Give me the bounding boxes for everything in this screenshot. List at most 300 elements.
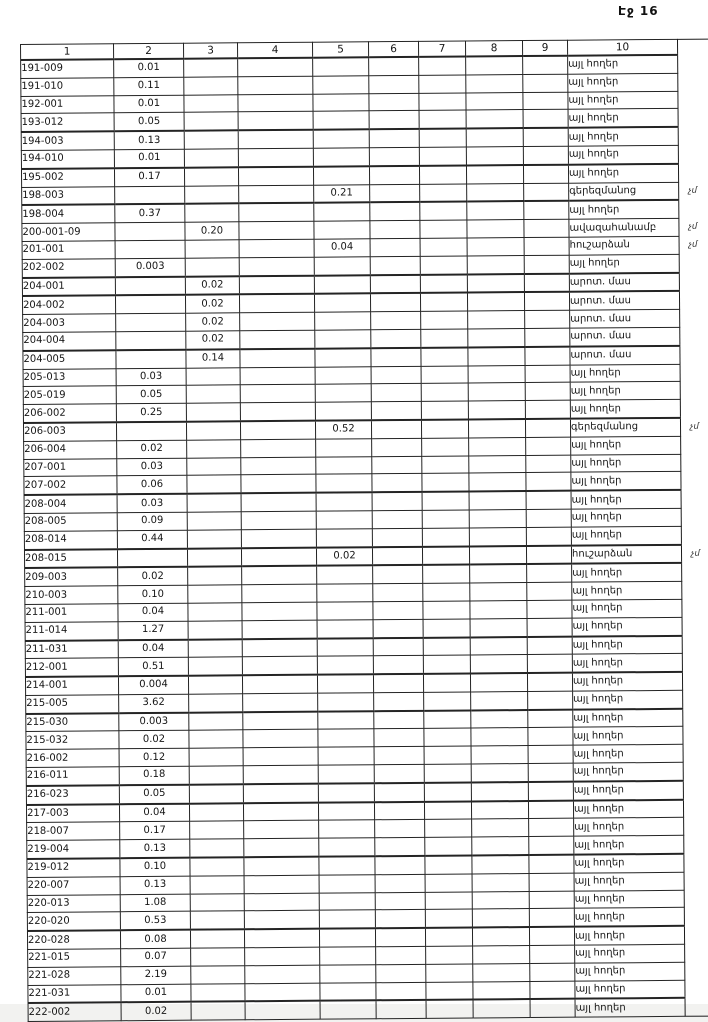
land-use-cell: այլ հողեր [574,890,684,909]
area-value-cell [422,456,469,474]
area-value-cell [188,620,242,639]
area-value-cell [471,801,528,820]
area-value-cell: 0.09 [117,512,187,530]
area-value-cell [317,638,373,657]
parcel-code-cell: 202-002 [22,259,115,278]
area-value-cell [371,366,421,384]
parcel-code-cell: 207-002 [24,476,117,495]
land-use-cell: այլ հողեր [573,727,683,746]
area-value-cell [315,402,371,421]
area-value-cell: 0.06 [117,476,187,495]
area-value-cell [473,963,530,981]
area-value-cell [419,75,466,93]
area-value-cell [468,328,525,347]
parcel-code-cell: 219-004 [27,840,120,859]
margin-note [681,508,708,526]
land-use-cell: այլ հողեր [575,998,685,1017]
area-value-cell [313,57,369,76]
area-value-cell [372,492,422,511]
area-value-cell [466,56,523,75]
column-header-4: 4 [237,42,312,58]
area-value-cell [370,184,420,203]
area-value-cell [116,422,186,441]
land-use-cell: արոտ. մաս [570,346,680,365]
area-value-cell [375,910,425,929]
area-value-cell [115,240,185,258]
area-value-cell [526,491,571,510]
area-value-cell [472,891,529,909]
area-value-cell [424,782,471,801]
area-value-cell: 0.05 [114,113,184,132]
area-value-cell [189,784,243,803]
margin-note [682,563,708,582]
area-value-cell [313,166,369,185]
area-value-cell [421,401,468,420]
area-value-cell [375,928,425,947]
area-value-cell [313,76,369,94]
area-value-cell [469,509,526,527]
area-value-cell [320,947,376,965]
area-value-cell [238,112,313,131]
parcel-code-cell: 195-002 [21,168,114,187]
area-value-cell [527,618,572,637]
area-value-cell [115,276,185,295]
area-value-cell [371,420,421,439]
area-value-cell [424,764,471,783]
area-value-cell [245,947,320,965]
area-value-cell [528,728,573,746]
area-value-cell [320,982,376,1001]
land-use-cell: այլ հողեր [571,436,681,455]
land-use-cell: այլ հողեր [572,672,682,691]
area-value-cell [470,673,527,692]
margin-note [679,272,708,291]
area-value-cell [115,222,185,240]
area-value-cell [190,857,244,876]
area-value-cell [317,602,373,620]
area-value-cell [315,366,371,384]
area-value-cell [318,765,374,784]
area-value-cell [315,384,371,402]
area-value-cell [369,75,419,93]
land-use-cell: ավազահանամբ [569,219,679,238]
parcel-code-cell: 211-001 [25,604,118,623]
area-value-cell [375,820,425,838]
area-value-cell [115,295,185,314]
parcel-code-cell: 221-028 [28,967,121,986]
area-value-cell [319,875,375,893]
area-value-cell [240,348,315,367]
area-value-cell [524,219,569,237]
area-value-cell [314,257,370,276]
area-value-cell [371,348,421,367]
area-value-cell [373,637,423,656]
area-value-cell [188,657,242,676]
area-value-cell [189,766,243,785]
parcel-code-cell: 215-005 [26,695,119,714]
area-value-cell [185,204,239,223]
area-value-cell [523,74,568,92]
land-use-cell: այլ հողեր [570,364,680,383]
margin-note [679,200,708,219]
area-value-cell [525,365,570,383]
area-value-cell: 0.02 [185,295,239,314]
area-value-cell [245,965,320,983]
area-value-cell [186,385,240,403]
parcel-code-cell: 215-030 [26,713,119,732]
area-value-cell [467,255,524,274]
area-value-cell: 0.01 [114,149,184,168]
area-value-cell [523,92,568,110]
area-value-cell [529,927,574,946]
area-value-cell [371,401,421,420]
area-value-cell [241,439,316,457]
area-value-cell [472,819,529,837]
area-value-cell [527,636,572,655]
area-value-cell [470,600,527,618]
margin-note [683,799,708,818]
margin-note [678,108,708,127]
margin-note [683,744,708,762]
parcel-code-cell: 210-003 [25,586,118,605]
area-value-cell [528,709,573,728]
area-value-cell [467,274,524,293]
area-value-cell: 0.10 [120,858,190,877]
parcel-code-cell: 198-003 [22,186,115,205]
area-value-cell [426,1000,473,1019]
area-value-cell [421,347,468,366]
land-use-cell: այլ հողեր [572,617,682,636]
area-value-cell [184,58,238,77]
margin-note [683,780,708,799]
area-value-cell [523,146,568,165]
area-value-cell [422,473,469,492]
area-value-cell: 0.02 [186,313,240,331]
area-value-cell [369,111,419,130]
area-value-cell [524,255,569,274]
area-value-cell: 0.44 [117,530,187,549]
area-value-cell: 0.52 [315,420,371,439]
margin-note [678,163,708,182]
area-value-cell [468,365,525,383]
area-value-cell: 3.62 [119,694,189,713]
area-value-cell [370,274,420,293]
parcel-code-cell: 211-031 [25,640,118,659]
margin-note [683,762,708,781]
area-value-cell [466,92,523,110]
area-value-cell [190,911,244,930]
area-value-cell [529,819,574,837]
margin-note [682,653,708,672]
area-value-cell [374,729,424,747]
area-value-cell [425,928,472,947]
land-use-cell: այլ հողեր [572,599,682,618]
area-value-cell [317,674,373,693]
area-value-cell [424,801,471,820]
area-value-cell [370,256,420,275]
area-value-cell [466,147,523,166]
area-value-cell [190,839,244,858]
area-value-cell [374,692,424,711]
area-value-cell [319,910,375,929]
area-value-cell [242,620,317,639]
area-value-cell: 0.01 [121,984,191,1003]
area-value-cell [188,603,242,621]
area-value-cell [527,564,572,583]
margin-note: չմ [688,221,698,233]
parcel-code-cell: 219-012 [27,858,120,877]
area-value-cell [468,401,525,420]
area-value-cell [525,310,570,328]
parcel-code-cell: 204-005 [23,350,116,369]
area-value-cell [470,655,527,674]
area-value-cell: 0.20 [185,222,239,240]
area-value-cell [242,566,317,585]
area-value-cell [316,438,372,456]
parcel-code-cell: 211-014 [25,621,118,640]
area-value-cell [528,745,573,763]
area-value-cell [467,183,524,202]
area-value-cell: 0.53 [120,912,190,931]
area-value-cell [425,837,472,856]
area-value-cell [422,510,469,528]
parcel-code-cell: 206-002 [23,404,116,423]
area-value-cell [184,112,238,131]
area-value-cell: 0.05 [116,386,186,404]
land-use-cell: գերեզմանոց [569,182,679,201]
area-value-cell [184,77,238,95]
area-value-cell [526,509,571,527]
area-value-cell [374,764,424,783]
land-use-cell: այլ հողեր [572,581,682,600]
area-value-cell [470,637,527,656]
area-value-cell [316,492,372,511]
area-value-cell: 0.02 [118,567,188,586]
area-value-cell [369,129,419,148]
area-value-cell [468,419,525,438]
column-header-9: 9 [522,40,567,56]
area-value-cell [530,999,575,1018]
area-value-cell [469,455,526,473]
area-value-cell [425,874,472,892]
area-value-cell [320,965,376,983]
area-value-cell [242,656,317,675]
margin-note [682,635,708,654]
area-value-cell [527,673,572,692]
area-value-cell: 0.04 [118,639,188,658]
area-value-cell [526,527,571,546]
area-value-cell [244,838,319,857]
area-value-cell [191,983,245,1002]
area-value-cell [467,220,524,238]
margin-note [680,364,708,382]
land-use-cell: այլ հողեր [573,709,683,728]
area-value-cell [241,493,316,512]
margin-note [684,818,708,836]
area-value-cell [189,748,243,766]
area-value-cell [372,528,422,547]
margin-note [684,908,708,927]
area-value-cell [419,57,466,76]
area-value-cell [374,802,424,821]
area-value-cell [313,93,369,111]
margin-note [682,617,708,636]
area-value-cell [466,110,523,129]
margin-note [683,690,708,709]
parcel-code-cell: 218-007 [27,822,120,841]
land-use-cell: այլ հողեր [573,745,683,764]
area-value-cell [370,293,420,312]
area-value-cell [316,511,372,529]
parcel-code-cell: 205-019 [23,386,116,405]
area-value-cell [525,328,570,347]
area-value-cell [238,58,313,77]
area-value-cell [187,493,241,512]
area-value-cell [524,292,569,311]
area-value-cell [191,948,245,966]
margin-note [684,890,708,908]
area-value-cell [313,111,369,130]
area-value-cell [238,94,313,112]
parcel-code-cell: 208-004 [24,494,117,513]
area-value-cell [419,165,466,184]
land-use-cell: այլ հողեր [568,91,678,110]
land-use-cell: այլ հողեր [568,145,678,164]
area-value-cell [525,383,570,401]
parcel-code-cell: 200-001-09 [22,223,115,242]
column-header-2: 2 [114,43,184,59]
margin-note [678,73,708,91]
area-value-cell [467,238,524,256]
margin-note [678,127,708,146]
area-value-cell [241,457,316,475]
area-value-cell [373,619,423,638]
area-value-cell: 0.12 [119,748,189,766]
margin-note [681,454,708,472]
area-value-cell [527,600,572,618]
area-value-cell [372,546,422,565]
parcel-code-cell: 192-001 [21,95,114,114]
area-value-cell [528,691,573,710]
parcel-code-cell: 206-004 [24,440,117,459]
parcel-code-cell: 220-020 [27,912,120,931]
parcel-code-cell: 208-015 [24,549,117,569]
area-value-cell [243,693,318,712]
area-value-cell [317,566,373,585]
area-value-cell: 0.13 [120,876,190,894]
area-value-cell [420,256,467,275]
area-value-cell [473,946,530,964]
area-value-cell [470,618,527,637]
area-value-cell [373,583,423,601]
land-use-cell: այլ հողեր [575,944,685,963]
area-value-cell [374,711,424,730]
area-value-cell [523,56,568,75]
margin-note [684,872,708,890]
area-value-cell [189,694,243,713]
parcel-code-cell: 194-003 [21,131,114,150]
area-value-cell [314,221,370,239]
area-value-cell [369,166,419,185]
area-value-cell [190,876,244,894]
land-use-cell: արոտ. մաս [570,327,680,346]
parcel-code-cell: 212-001 [25,658,118,677]
area-value-cell [526,545,571,564]
area-value-cell: 0.03 [117,494,187,513]
area-value-cell [468,383,525,401]
area-value-cell [466,74,523,92]
area-value-cell [525,346,570,365]
parcel-code-cell: 216-023 [26,785,119,805]
area-value-cell: 2.19 [121,966,191,984]
area-value-cell [187,548,241,567]
area-value-cell [370,202,420,221]
area-value-cell [375,856,425,875]
area-value-cell: 0.13 [120,839,190,858]
area-value-cell [422,438,469,456]
area-value-cell [116,331,186,350]
margin-note [681,436,708,454]
area-value-cell [241,475,316,494]
area-value-cell [240,402,315,421]
area-value-cell [529,855,574,874]
area-value-cell: 0.05 [119,785,189,804]
land-use-cell: այլ հողեր [573,781,683,801]
area-value-cell [240,385,315,403]
area-value-cell [242,638,317,657]
area-value-cell: 0.18 [119,766,189,785]
area-value-cell [425,909,472,928]
area-value-cell [315,330,371,349]
area-value-cell [473,999,530,1018]
area-value-cell [319,856,375,875]
area-value-cell [424,692,471,711]
area-value-cell [186,403,240,422]
area-value-cell [189,712,243,731]
area-value-cell: 0.04 [314,239,370,257]
area-value-cell [422,528,469,547]
margin-note [681,471,708,490]
margin-note [680,399,708,418]
area-value-cell [369,147,419,166]
area-value-cell [419,147,466,166]
area-value-cell [241,529,316,548]
column-header-6: 6 [368,41,418,57]
area-value-cell [190,930,244,949]
area-value-cell [420,184,467,203]
parcel-code-cell: 206-003 [23,422,116,441]
area-value-cell [423,565,470,584]
area-value-cell [524,183,569,202]
land-use-cell: այլ հողեր [572,635,682,654]
column-header-3: 3 [183,43,237,59]
area-value-cell [243,765,318,784]
area-value-cell [524,237,569,255]
area-value-cell: 0.03 [116,368,186,386]
margin-note [682,672,708,691]
parcel-code-cell: 191-009 [21,59,114,78]
area-value-cell [471,710,528,729]
area-value-cell [319,838,375,857]
area-value-cell [523,128,568,147]
area-value-cell [188,567,242,586]
area-value-cell [117,548,187,567]
area-value-cell [373,674,423,693]
area-value-cell [189,730,243,748]
area-value-cell [316,456,372,474]
column-header-1: 1 [21,44,114,60]
parcel-code-cell: 198-004 [22,205,115,224]
